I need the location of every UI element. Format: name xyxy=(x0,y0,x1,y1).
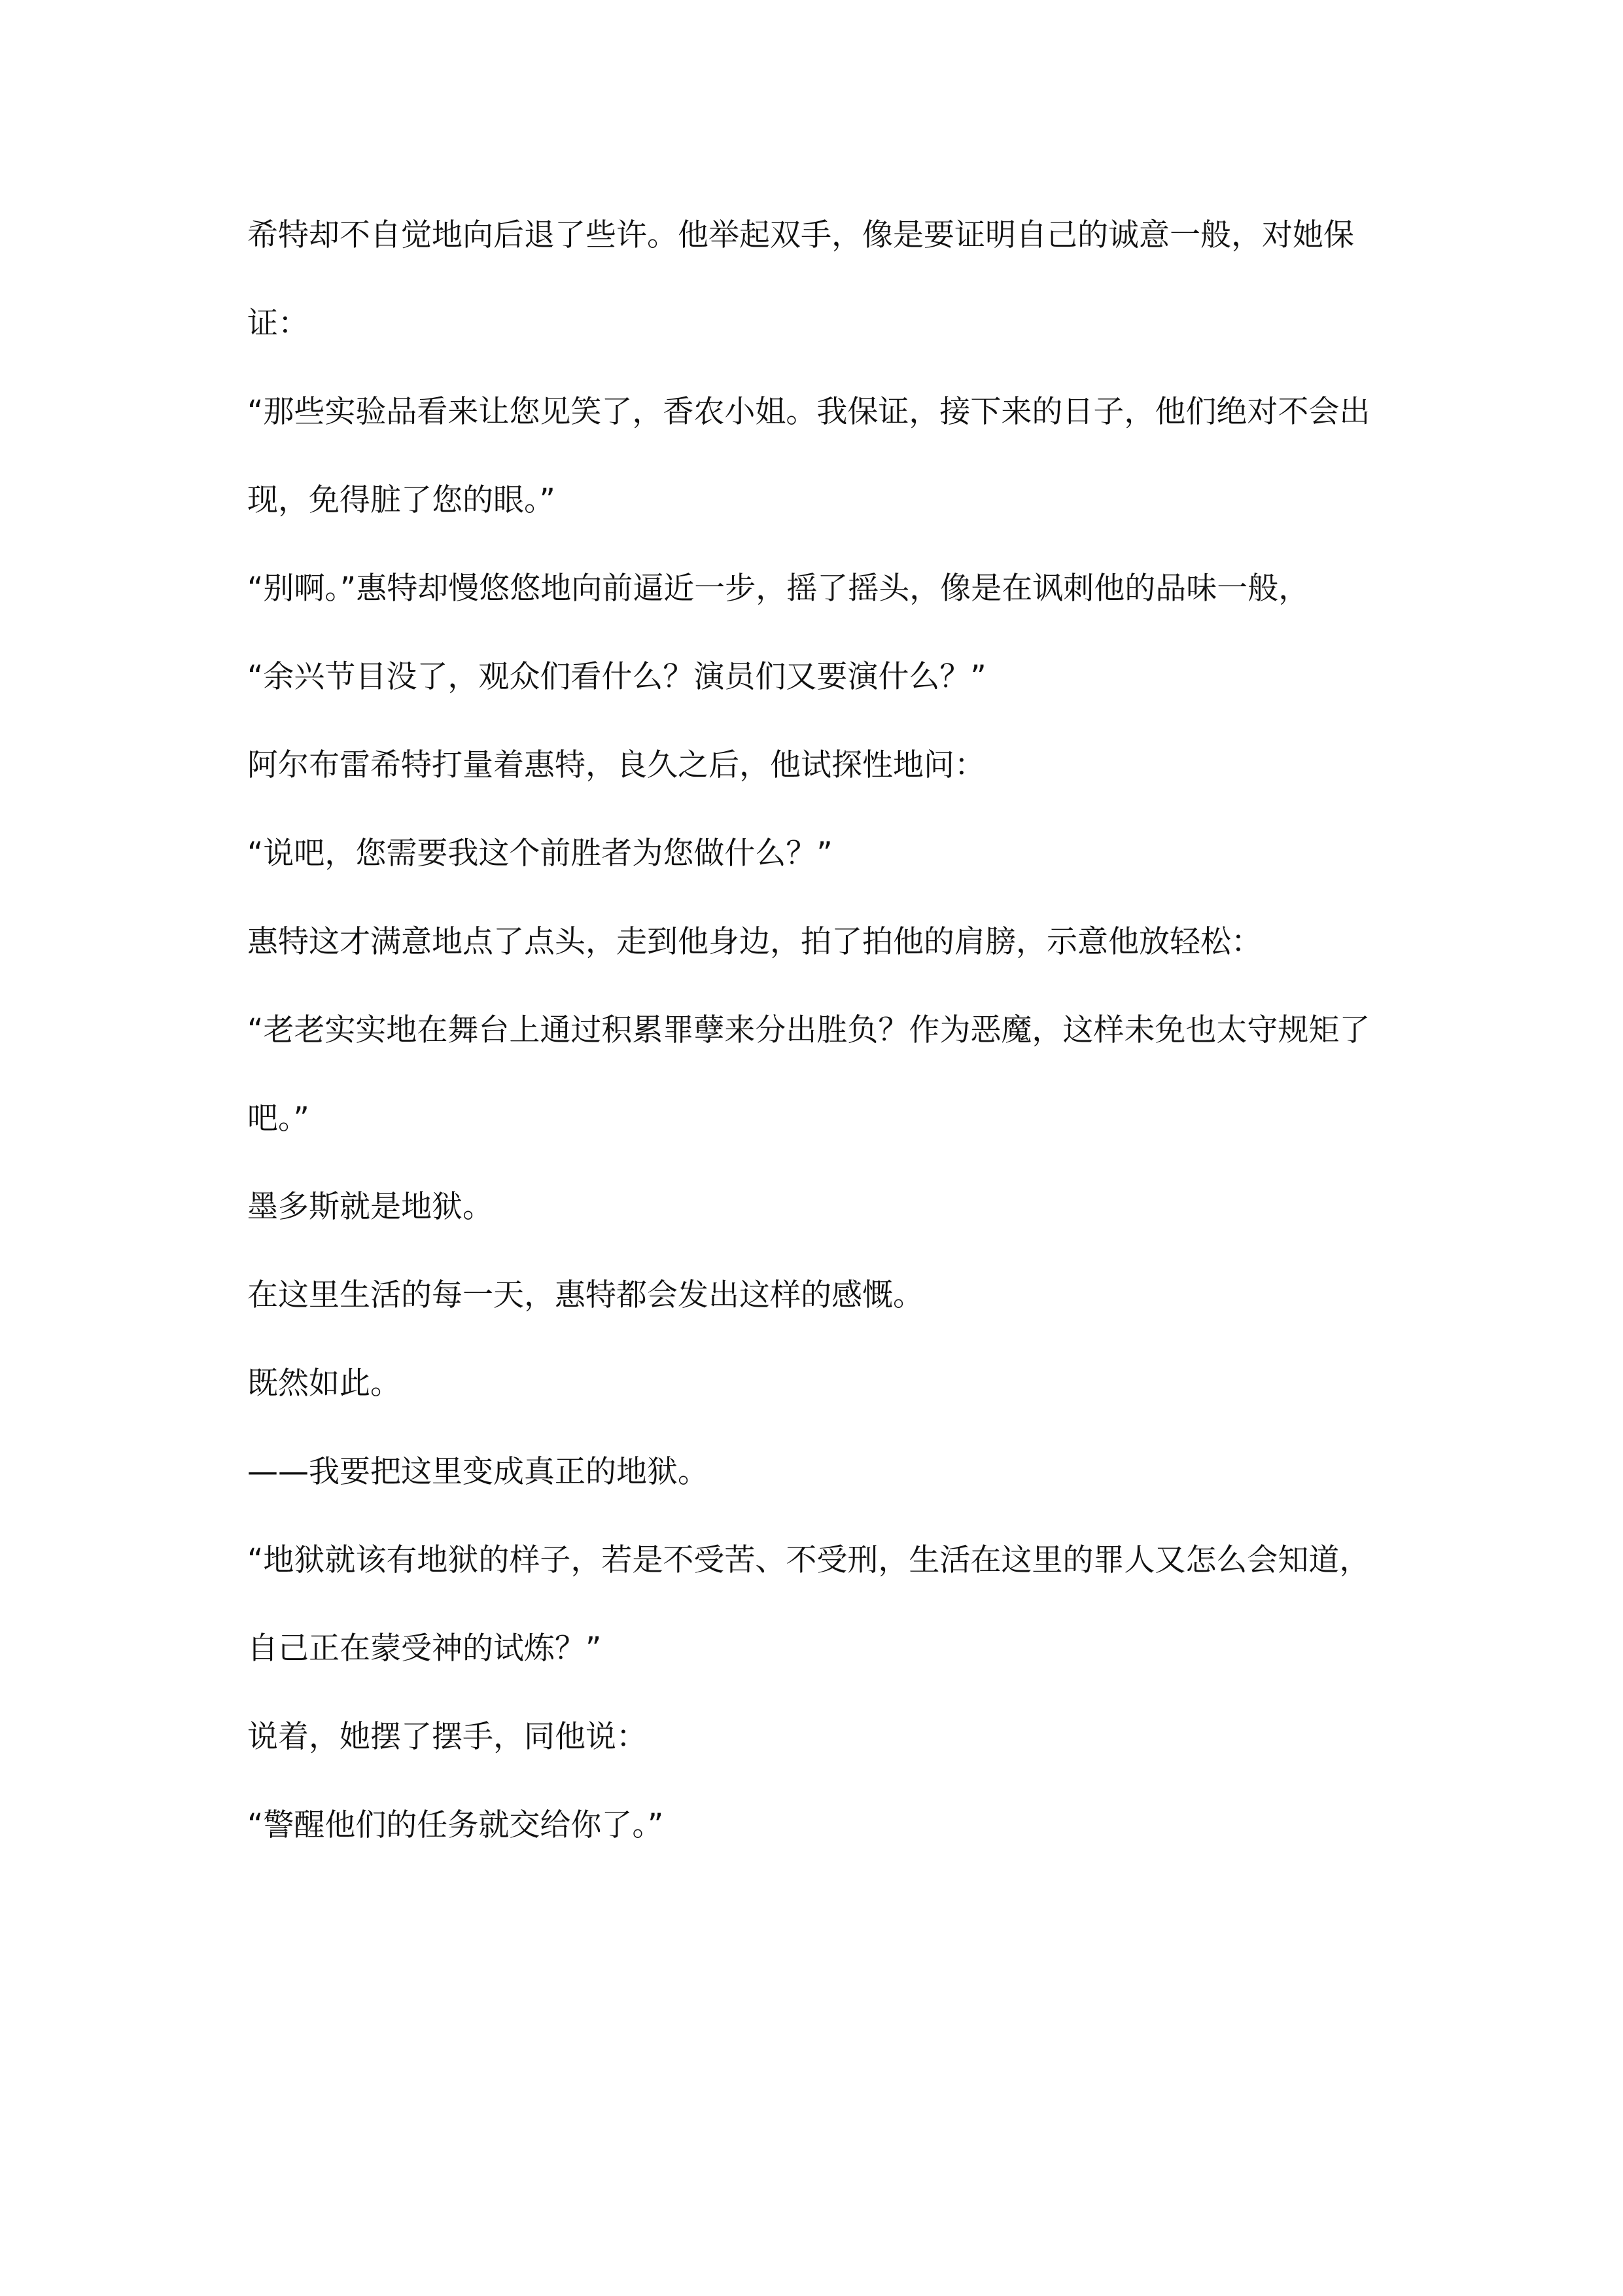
paragraph: “说吧，您需要我这个前胜者为您做什么？” xyxy=(247,836,833,872)
paragraph: 墨多斯就是地狱。 xyxy=(247,1189,493,1225)
paragraph: 惠特这才满意地点了点头，走到他身边，拍了拍他的肩膀，示意他放轻松： xyxy=(247,924,1262,960)
paragraph: “警醒他们的任务就交给你了。” xyxy=(247,1807,664,1843)
paragraph: “地狱就该有地狱的样子，若是不受苦、不受刑，生活在这里的罪人又怎么会知道，自己正在蒙受神的试炼？” xyxy=(247,1542,1370,1667)
paragraph: 既然如此。 xyxy=(247,1366,401,1402)
paragraph: 说着，她摆了摆手，同他说： xyxy=(247,1719,647,1755)
paragraph: 阿尔布雷希特打量着惠特，良久之后，他试探性地问： xyxy=(247,747,985,783)
paragraph: “别啊。”惠特却慢悠悠地向前逼近一步，摇了摇头，像是在讽刺他的品味一般， xyxy=(247,571,1310,607)
document-body xyxy=(247,191,1386,1869)
paragraph: “余兴节目没了，观众们看什么？演员们又要演什么？” xyxy=(247,659,986,695)
paragraph: 在这里生活的每一天，惠特都会发出这样的感慨。 xyxy=(247,1277,924,1313)
paragraph: “那些实验品看来让您见笑了，香农小姐。我保证，接下来的日子，他们绝对不会出现，免得脏了您的眼。” xyxy=(247,394,1370,518)
paragraph: 希特却不自觉地向后退了些许。他举起双手，像是要证明自己的诚意一般，对她保证： xyxy=(247,217,1354,342)
paragraph: “老老实实地在舞台上通过积累罪孽来分出胜负？作为恶魔，这样未免也太守规矩了吧。” xyxy=(247,1012,1370,1137)
paragraph: ——我要把这里变成真正的地狱。 xyxy=(247,1454,708,1490)
